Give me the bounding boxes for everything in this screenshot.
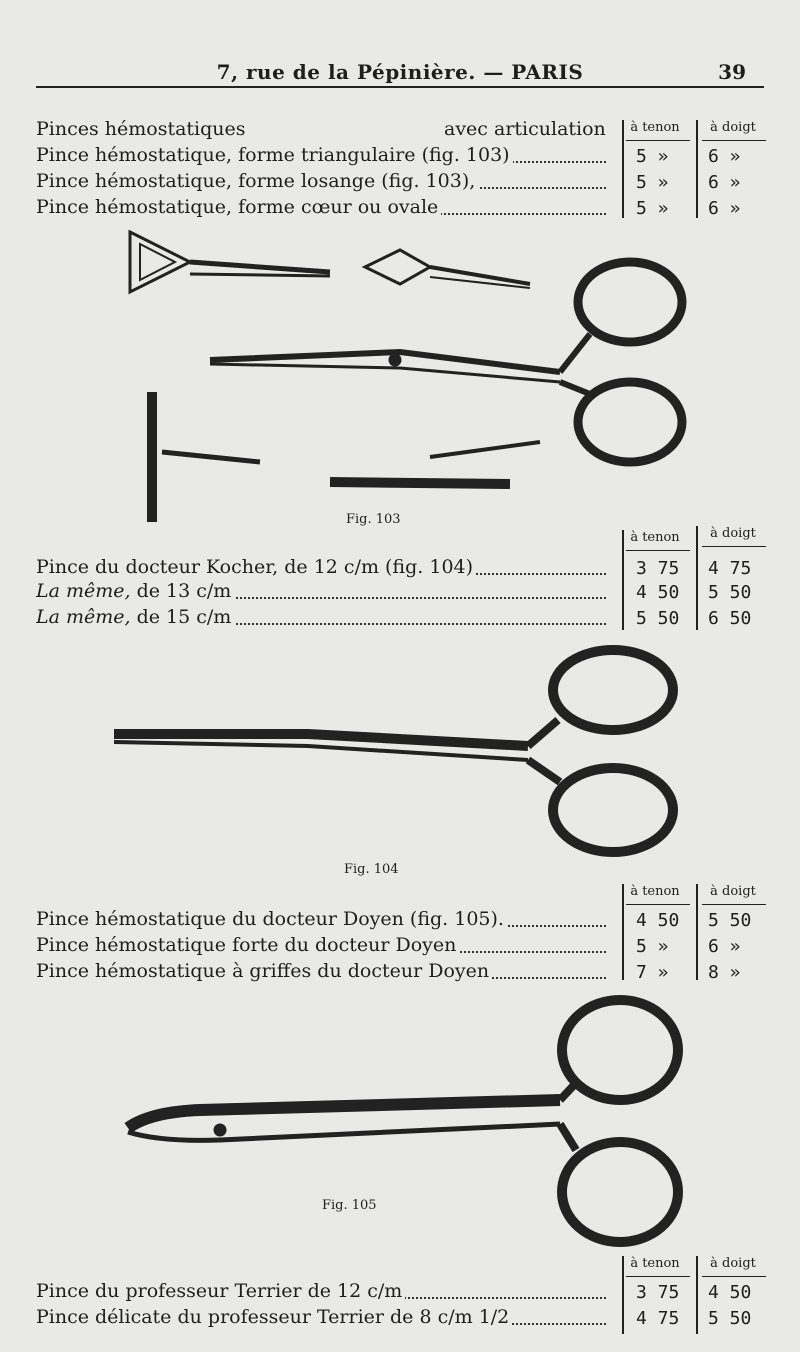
col-header-tenon: à tenon — [630, 1256, 680, 1271]
group-note: avec articulation — [444, 118, 606, 140]
price-doigt: 6 » — [708, 198, 741, 219]
col-rule — [702, 904, 766, 905]
item-label: Pince du docteur Kocher, de 12 c/m (fig. 104) — [36, 556, 476, 578]
col-header-tenon: à tenon — [630, 120, 680, 135]
item-label: Pince délicate du professeur Terrier de 8 c/m 1/2 — [36, 1306, 512, 1328]
page-header — [36, 60, 764, 88]
lozenge-clamp-icon — [365, 250, 430, 284]
column-divider — [622, 884, 624, 980]
col-header-tenon: à tenon — [630, 530, 680, 545]
col-rule — [626, 140, 690, 141]
price-doigt: 6 » — [708, 146, 741, 167]
page-number: 39 — [718, 60, 746, 84]
figure-caption: Fig. 104 — [344, 862, 399, 877]
col-header-doigt: à doigt — [710, 1256, 756, 1271]
col-header-doigt: à doigt — [710, 526, 756, 541]
column-divider — [622, 120, 624, 218]
item-label-italic: La même, — [36, 606, 131, 628]
col-header-tenon: à tenon — [630, 884, 680, 899]
list-item — [36, 196, 610, 222]
price-doigt: 5 50 — [708, 582, 752, 603]
price-tenon: 5 » — [636, 198, 669, 219]
col-rule — [626, 550, 690, 551]
price-doigt: 5 50 — [708, 1308, 752, 1329]
item-label: Pince hémostatique forte du docteur Doyen — [36, 934, 459, 956]
price-doigt: 4 50 — [708, 1282, 752, 1303]
list-item — [36, 908, 610, 934]
col-rule — [626, 1276, 690, 1277]
list-item — [36, 144, 610, 170]
item-label: Pince hémostatique du docteur Doyen (fig. 105). — [36, 908, 507, 930]
serrated-clamp-icon — [330, 482, 510, 484]
price-tenon: 5 50 — [636, 608, 680, 629]
col-rule — [626, 904, 690, 905]
figure-103-illustration — [100, 222, 700, 522]
page-header-title: 7, rue de la Pépinière. — PARIS — [216, 60, 584, 84]
price-tenon: 5 » — [636, 936, 669, 957]
col-header-doigt: à doigt — [710, 120, 756, 135]
list-item — [36, 580, 610, 606]
price-doigt: 6 » — [708, 172, 741, 193]
column-divider — [622, 530, 624, 630]
price-tenon: 3 75 — [636, 1282, 680, 1303]
list-item — [36, 606, 610, 632]
price-tenon: 3 75 — [636, 558, 680, 579]
col-rule — [702, 546, 766, 547]
price-tenon: 5 » — [636, 172, 669, 193]
item-label: Pince hémostatique, forme losange (fig. 103), — [36, 170, 478, 192]
price-tenon: 4 75 — [636, 1308, 680, 1329]
price-doigt: 6 50 — [708, 608, 752, 629]
list-item — [36, 1280, 610, 1306]
price-doigt: 6 » — [708, 936, 741, 957]
price-doigt: 4 75 — [708, 558, 752, 579]
price-doigt: 5 50 — [708, 910, 752, 931]
figure-caption: Fig. 105 — [322, 1198, 377, 1213]
price-tenon: 5 » — [636, 146, 669, 167]
price-tenon: 7 » — [636, 962, 669, 983]
list-item — [36, 960, 610, 986]
item-label: Pince du professeur Terrier de 12 c/m — [36, 1280, 405, 1302]
figure-105-illustration — [120, 992, 690, 1252]
col-header-doigt: à doigt — [710, 884, 756, 899]
col-rule — [702, 1276, 766, 1277]
item-label: Pince hémostatique, forme cœur ou ovale — [36, 196, 441, 218]
item-label: Pince hémostatique à griffes du docteur Doyen — [36, 960, 492, 982]
figure-104-illustration — [108, 642, 688, 882]
list-item — [36, 1306, 610, 1332]
list-item — [36, 556, 610, 582]
price-tenon: 4 50 — [636, 582, 680, 603]
price-tenon: 4 50 — [636, 910, 680, 931]
group-title: Pinces hémostatiques — [36, 118, 246, 140]
list-item — [36, 170, 610, 196]
price-doigt: 8 » — [708, 962, 741, 983]
doyen-forceps-icon — [128, 1100, 560, 1128]
item-label: de 15 c/m — [130, 606, 232, 628]
col-rule — [702, 140, 766, 141]
column-divider — [622, 1256, 624, 1334]
item-label: Pince hémostatique, forme triangulaire (fig. 103) — [36, 144, 513, 166]
item-label: de 13 c/m — [130, 580, 232, 602]
item-label-italic: La même, — [36, 580, 131, 602]
figure-caption: Fig. 103 — [346, 512, 401, 527]
list-item — [36, 934, 610, 960]
